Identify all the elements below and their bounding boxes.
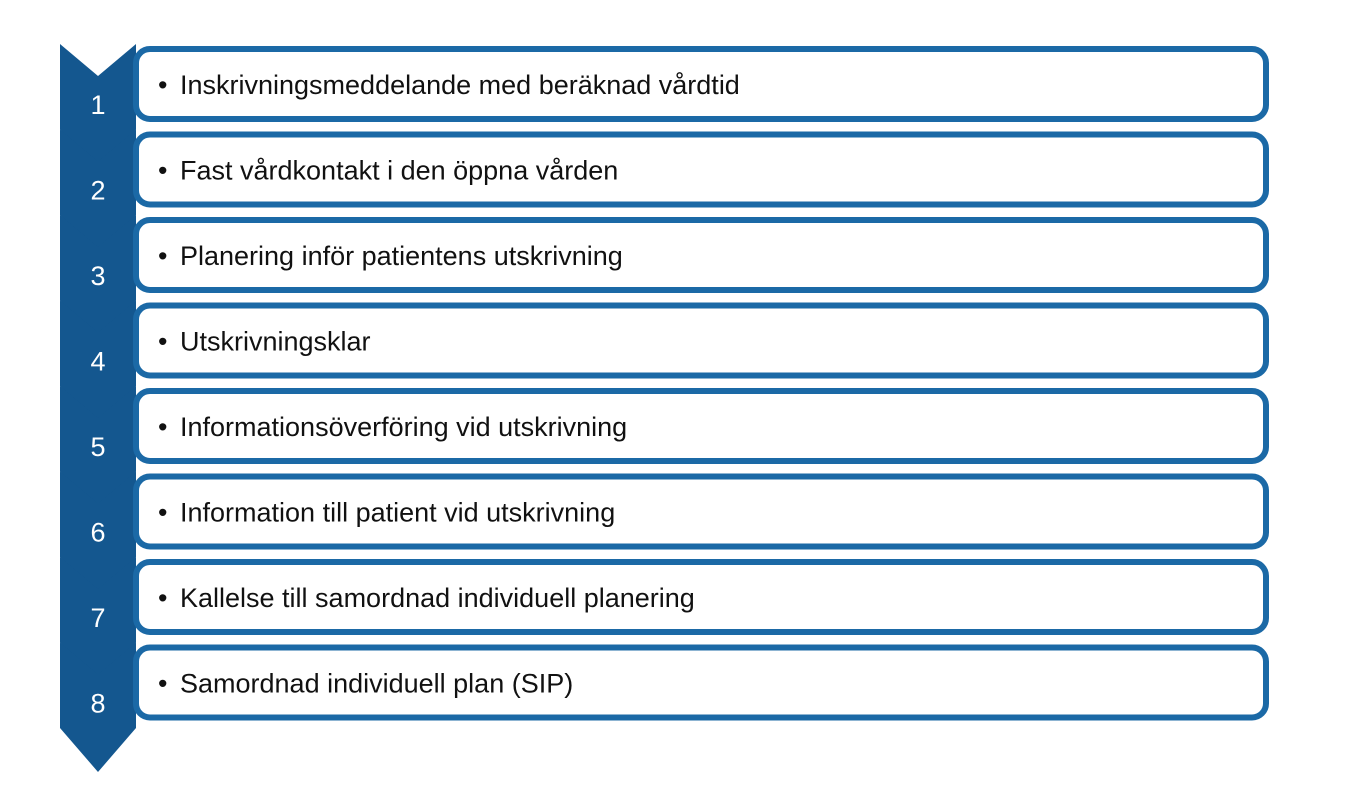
step-label: Information till patient vid utskrivning bbox=[180, 497, 616, 528]
step-number: 2 bbox=[90, 175, 106, 206]
step-label: Utskrivningsklar bbox=[180, 326, 371, 357]
step-label: Fast vårdkontakt i den öppna vården bbox=[180, 155, 619, 186]
step-label: Kallelse till samordnad individuell planering bbox=[180, 583, 695, 613]
bullet-marker: • bbox=[158, 583, 168, 613]
step-label: Samordnad individuell plan (SIP) bbox=[180, 668, 574, 699]
bullet-marker: • bbox=[158, 326, 168, 357]
step-number: 4 bbox=[90, 346, 106, 377]
step-8 bbox=[60, 643, 1266, 773]
bullet-marker: • bbox=[158, 155, 168, 186]
step-label: Informationsöverföring vid utskrivning bbox=[180, 412, 628, 442]
bullet-marker: • bbox=[158, 668, 168, 699]
steps-group bbox=[60, 44, 1266, 772]
step-number: 3 bbox=[90, 261, 106, 291]
step-number: 1 bbox=[90, 90, 106, 120]
step-number: 5 bbox=[90, 432, 106, 462]
step-label: Planering inför patientens utskrivning bbox=[180, 241, 623, 271]
step-number: 6 bbox=[90, 517, 106, 548]
step-number: 8 bbox=[90, 688, 106, 719]
step-label: Inskrivningsmeddelande med beräknad vårdtid bbox=[180, 70, 740, 100]
bullet-marker: • bbox=[158, 412, 168, 442]
bullet-marker: • bbox=[158, 497, 168, 528]
step-number: 7 bbox=[90, 603, 106, 633]
bullet-marker: • bbox=[158, 241, 168, 271]
bullet-marker: • bbox=[158, 70, 168, 100]
